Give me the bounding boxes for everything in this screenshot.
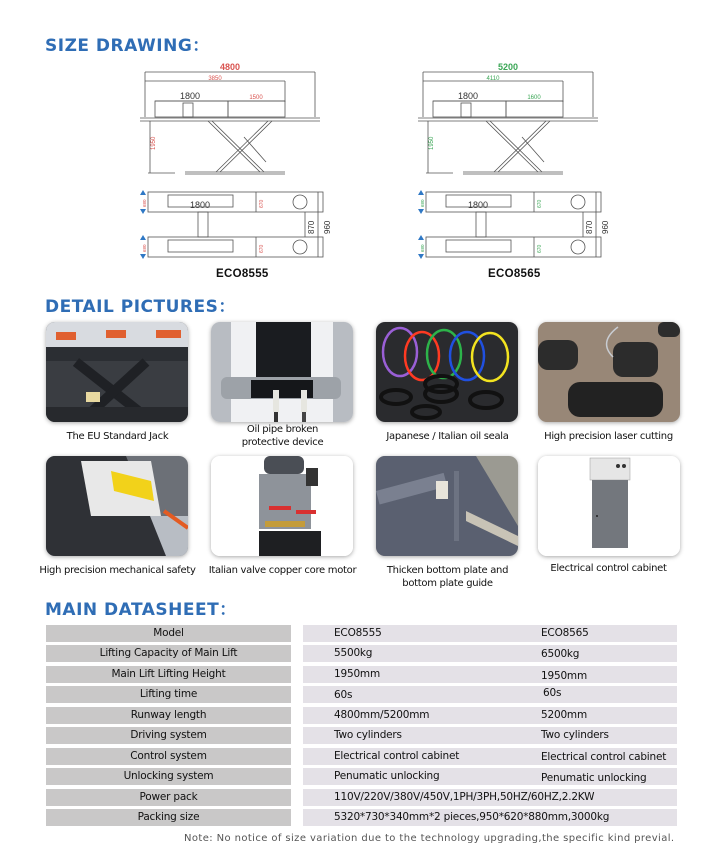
datasheet-note: Note: No notice of size variation due to the technology upgrading,the specific kind previal. (184, 833, 675, 844)
caption-mechanical-safety: High precision mechanical safety (39, 565, 196, 576)
row-values (303, 789, 677, 806)
value-eco8565: Two cylinders (541, 729, 609, 741)
oil-seals-photo (376, 322, 518, 422)
caption-oil-pipe-device (195, 423, 370, 449)
value-eco8555: Penumatic unlocking (334, 770, 440, 782)
detail-pictures-heading: DETAIL PICTURES： (45, 297, 236, 317)
lift-side-and-top-view-diagram (418, 62, 618, 267)
bottom-plate-photo (376, 456, 518, 556)
caption-text: Thicken bottom plate and bottom plate guide (386, 565, 509, 589)
row-values (303, 768, 677, 785)
main-datasheet-heading: MAIN DATASHEET： (45, 600, 237, 620)
value-eco8565: Penumatic unlocking (541, 772, 647, 784)
row-label: Runway length (46, 707, 291, 724)
caption-bottom-plate (360, 564, 535, 590)
caption-laser-cutting: High precision laser cutting (544, 431, 673, 442)
caption-eu-standard-jack: The EU Standard Jack (66, 431, 169, 442)
value-both-models: 110V/220V/380V/450V,1PH/3PH,50HZ/60HZ,2.2KW (334, 791, 595, 803)
svg-text:960: 960 (601, 220, 610, 234)
svg-text:670: 670 (537, 199, 543, 208)
row-values (303, 666, 677, 683)
svg-text:670: 670 (259, 244, 265, 253)
row-label: Unlocking system (46, 768, 291, 785)
model-label-eco8555: ECO8555 (216, 268, 269, 280)
svg-text:1800: 1800 (467, 200, 489, 210)
scissor-jack-photo (46, 322, 188, 422)
value-eco8565: 1950mm (541, 670, 587, 682)
row-label: Lifting time (46, 686, 291, 703)
value-eco8565: 60s (543, 687, 562, 699)
svg-text:1800: 1800 (189, 200, 211, 210)
svg-text:680: 680 (142, 244, 147, 252)
value-eco8555: 5500kg (334, 647, 373, 659)
svg-text:1950: 1950 (429, 136, 435, 150)
row-label: Model (46, 625, 291, 642)
value-eco8555: 60s (334, 689, 353, 701)
svg-text:1800: 1800 (457, 91, 479, 101)
lift-side-and-top-view-diagram (140, 62, 340, 267)
svg-text:1500: 1500 (249, 95, 263, 101)
value-eco8565: 5200mm (541, 709, 587, 721)
row-label: Lifting Capacity of Main Lift (46, 645, 291, 662)
row-label: Power pack (46, 789, 291, 806)
svg-text:680: 680 (142, 199, 147, 207)
value-eco8555: Electrical control cabinet (334, 750, 460, 762)
oil-pipe-photo (211, 322, 353, 422)
row-values (303, 809, 677, 826)
svg-text:3850: 3850 (208, 76, 222, 82)
value-eco8555: Two cylinders (334, 729, 402, 741)
svg-text:4110: 4110 (486, 76, 500, 82)
svg-text:670: 670 (537, 244, 543, 253)
svg-text:870: 870 (585, 220, 594, 234)
size-drawing-heading: SIZE DRAWING： (45, 36, 210, 56)
model-label-eco8565: ECO8565 (488, 268, 541, 280)
value-both-models: 5320*730*340mm*2 pieces,950*620*880mm,3000kg (334, 811, 610, 823)
row-label: Main Lift Lifting Height (46, 666, 291, 683)
row-label: Packing size (46, 809, 291, 826)
row-values (303, 686, 677, 703)
svg-text:680: 680 (420, 244, 425, 252)
value-eco8565: 6500kg (541, 648, 580, 660)
value-eco8555: ECO8555 (334, 627, 382, 639)
value-eco8565: Electrical control cabinet (541, 751, 667, 763)
row-values (303, 707, 677, 724)
caption-valve-motor: Italian valve copper core motor (208, 565, 357, 576)
svg-text:5200: 5200 (497, 62, 519, 72)
value-eco8555: 1950mm (334, 668, 380, 680)
size-drawing-eco8555 (140, 62, 340, 267)
control-cabinet-photo (538, 456, 680, 556)
svg-text:670: 670 (259, 199, 265, 208)
svg-text:1950: 1950 (151, 136, 157, 150)
svg-text:870: 870 (307, 220, 316, 234)
caption-text: Oil pipe broken protective device (241, 424, 324, 448)
svg-text:1800: 1800 (179, 91, 201, 101)
svg-text:680: 680 (420, 199, 425, 207)
caption-control-cabinet: Electrical control cabinet (550, 563, 667, 574)
row-label: Driving system (46, 727, 291, 744)
value-eco8565: ECO8565 (541, 627, 589, 639)
row-values (303, 645, 677, 662)
caption-oil-seals: Japanese / Italian oil seala (386, 431, 509, 442)
value-eco8555: 4800mm/5200mm (334, 709, 430, 721)
mechanical-safety-photo (46, 456, 188, 556)
svg-text:960: 960 (323, 220, 332, 234)
laser-cutting-photo (538, 322, 680, 422)
svg-text:1600: 1600 (527, 95, 541, 101)
svg-text:4800: 4800 (219, 62, 241, 72)
row-values (303, 748, 677, 765)
row-values (303, 727, 677, 744)
size-drawing-eco8565 (418, 62, 618, 267)
row-values (303, 625, 677, 642)
valve-motor-photo (211, 456, 353, 556)
row-label: Control system (46, 748, 291, 765)
